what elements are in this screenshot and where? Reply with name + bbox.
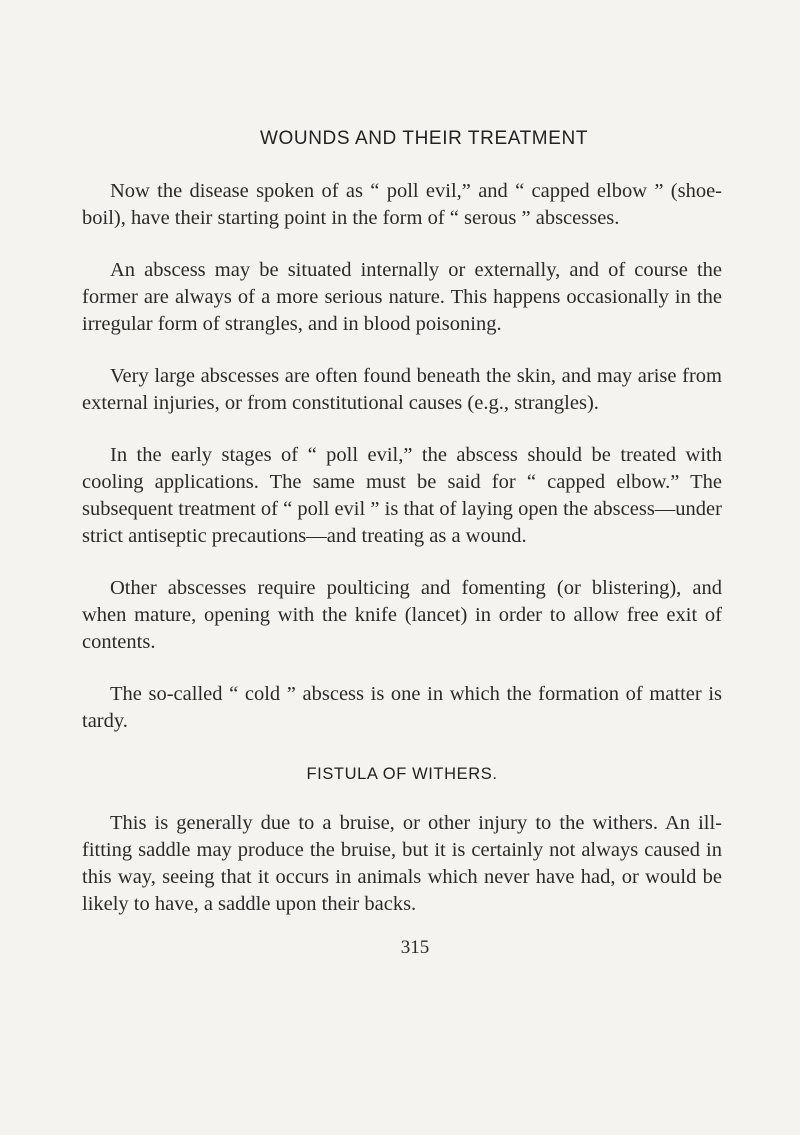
paragraph-poll-evil-intro: Now the disease spoken of as “ poll evil,” and “ capped elbow ” (shoe-boil), have their starting point in the form of “ serous ” abscesses. <box>82 180 722 229</box>
running-head: WOUNDS AND THEIR TREATMENT <box>259 128 589 149</box>
section-heading: FISTULA OF WITHERS. <box>306 765 498 783</box>
paragraph-cold-abscess: The so-called “ cold ” abscess is one in which the formation of matter is tardy. <box>82 683 722 732</box>
book-page <box>82 128 722 959</box>
page-number: 315 <box>400 937 430 958</box>
paragraph-large-abscesses: Very large abscesses are often found beneath the skin, and may arise from external injuries, or from constitutional causes (e.g., strangles). <box>82 365 722 414</box>
paragraph-internal-abscess: An abscess may be situated internally or externally, and of course the former are always of a more serious nature. This happens occasionally in the irregular form of strangles, and in blood poisoning. <box>82 259 722 335</box>
paragraph-early-treatment: In the early stages of “ poll evil,” the abscess should be treated with cooling applications. The same must be said for “ capped elbow.” The subsequent treatment of “ poll evil ” is that of laying open the abscess—under strict antiseptic precautions—and treating as a wound. <box>82 444 722 547</box>
paragraph-fistula: This is generally due to a bruise, or other injury to the withers. An ill-fitting saddle may produce the bruise, but it is certainly not always caused in this way, seeing that it occurs in animals which never have had, or would be likely to have, a saddle upon their backs. <box>82 812 722 915</box>
paragraph-poulticing: Other abscesses require poulticing and fomenting (or blistering), and when mature, opening with the knife (lancet) in order to allow free exit of contents. <box>82 577 722 653</box>
